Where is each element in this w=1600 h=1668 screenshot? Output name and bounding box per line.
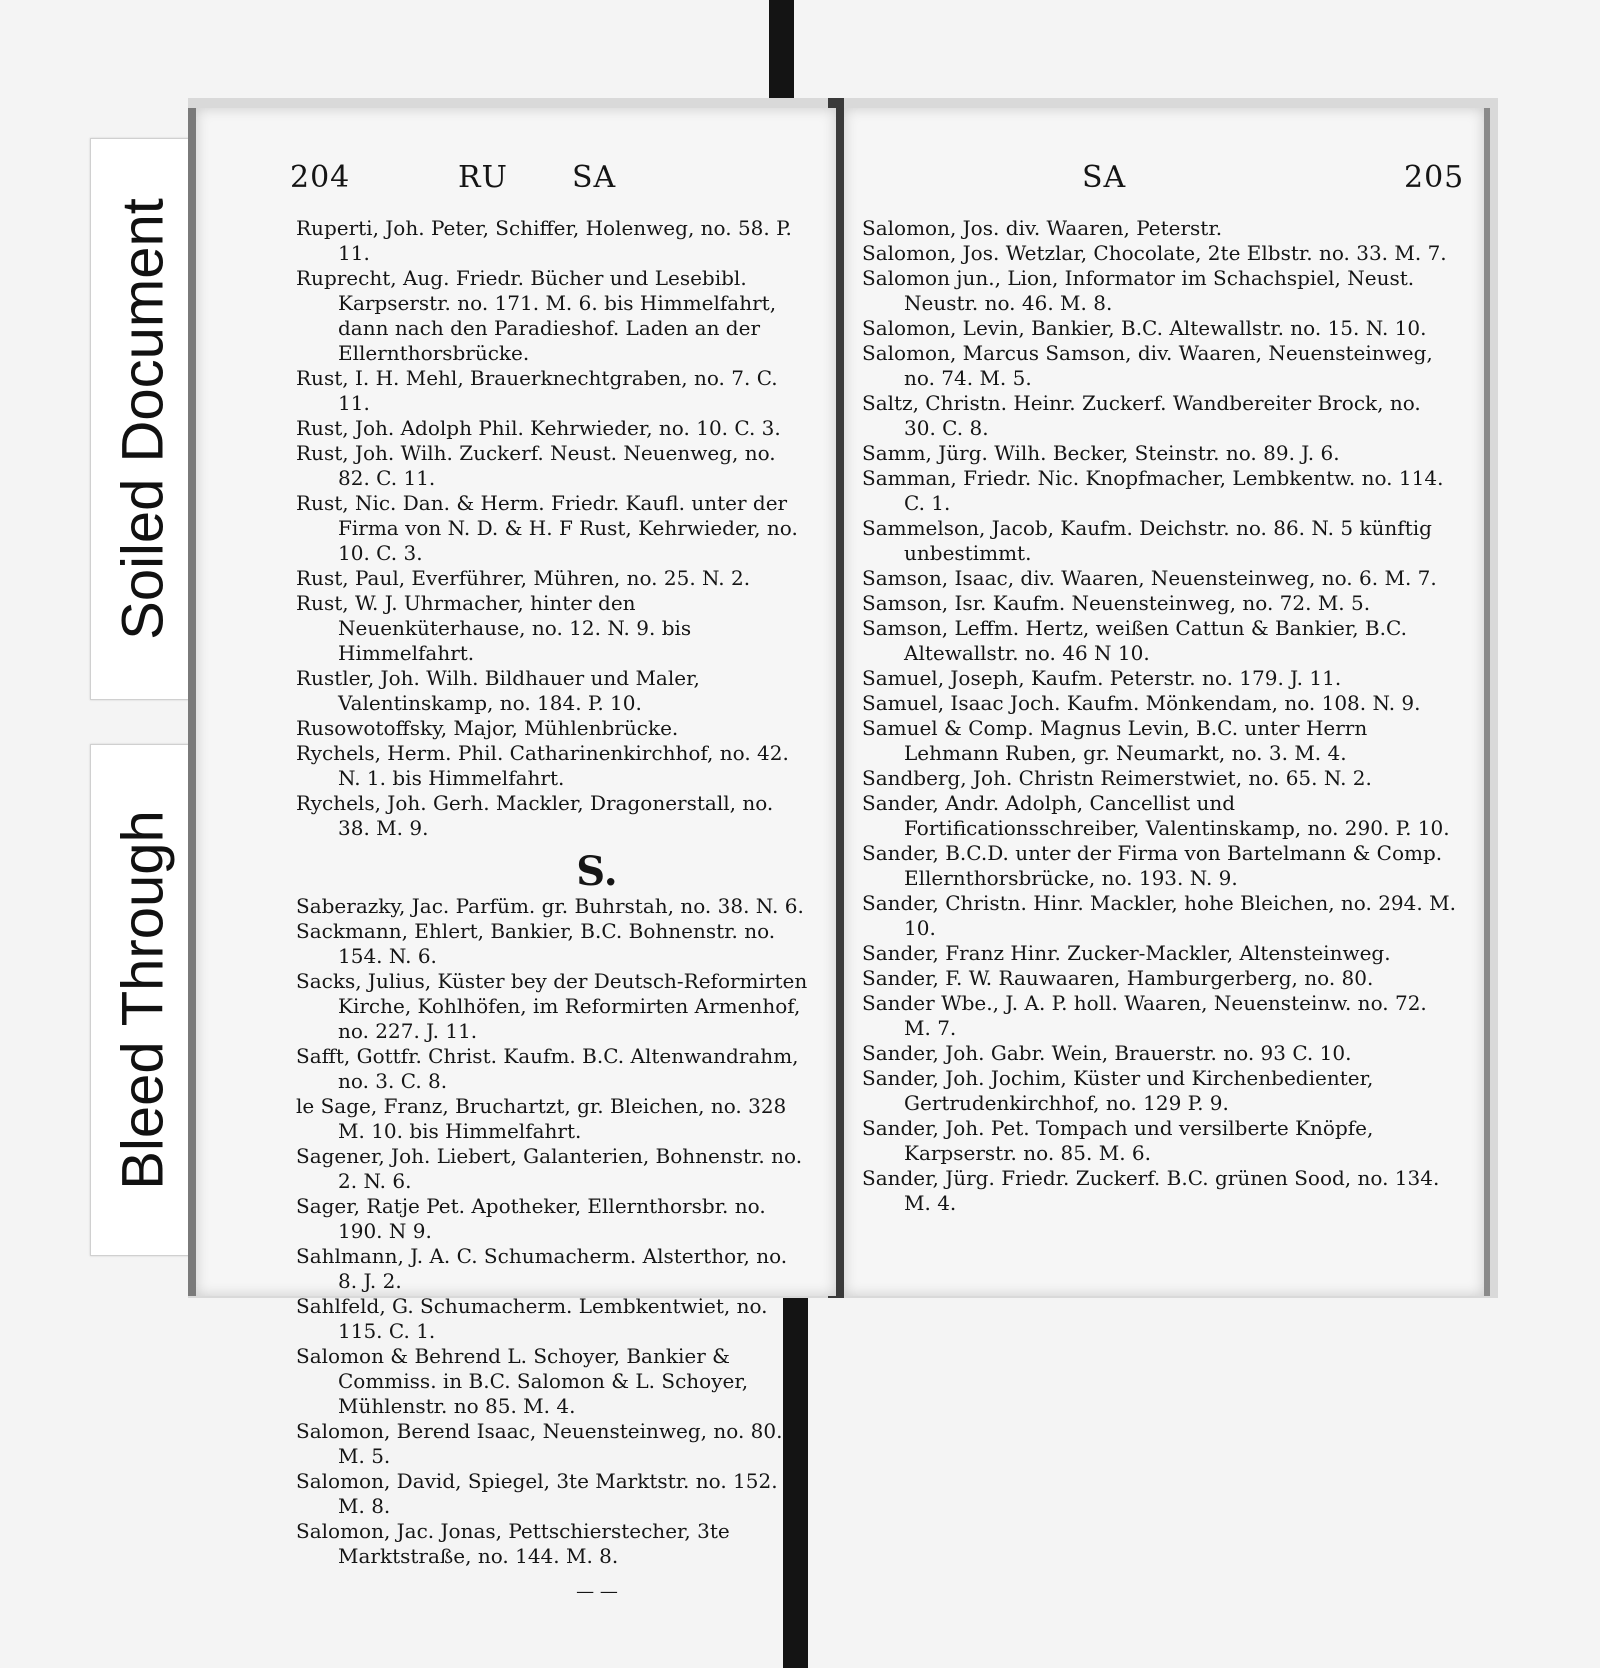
entry: Sander, Joh. Jochim, Küster und Kirchenbedienter, Gertrudenkirchhof, no. 129 P. 9. [862,1066,1380,1115]
entry: Rychels, Herm. Phil. Catharinenkirchhof, no. 42. N. 1. bis Himmelfahrt. [296,741,796,790]
entry: Samman, Friedr. Nic. Knopfmacher, Lembkentw. no. 114. C. 1. [862,466,1450,515]
entry: Sackmann, Ehlert, Bankier, B.C. Bohnenstr. no. 154. N. 6. [296,919,782,968]
entry: Sager, Ratje Pet. Apotheker, Ellernthorsbr. no. 190. N 9. [296,1194,773,1243]
entry: Sander, B.C.D. unter der Firma von Bartelmann & Comp. Ellernthorsbrücke, no. 193. N. 9. [862,841,1449,890]
left-page [188,108,836,1602]
entry: Sander, Joh. Pet. Tompach und versilberte Knöpfe, Karpserstr. no. 85. M. 6. [862,1116,1380,1165]
entry: Salomon, Jos. div. Waaren, Peterstr. [862,216,1223,240]
entry: Salomon jun., Lion, Informator im Schachspiel, Neust. Neustr. no. 46. M. 8. [862,266,1421,315]
entry: Sander, Jürg. Friedr. Zuckerf. B.C. grünen Sood, no. 134. M. 4. [862,1166,1446,1215]
entry: Sander, Joh. Gabr. Wein, Brauerstr. no. 93 C. 10. [862,1041,1352,1065]
entry: Rychels, Joh. Gerh. Mackler, Dragonerstall, no. 38. M. 9. [296,791,780,840]
entry: Samson, Isaac, div. Waaren, Neuensteinweg, no. 6. M. 7. [862,566,1437,590]
entry: Rusowotoffsky, Major, Mühlenbrücke. [296,716,679,740]
right-page-number: 205 [1404,160,1465,195]
entry: le Sage, Franz, Bruchartzt, gr. Bleichen, no. 328 M. 10. bis Himmelfahrt. [296,1094,793,1143]
entry: Sahlmann, J. A. C. Schumacherm. Alsterthor, no. 8. J. 2. [296,1244,794,1293]
end-mark: — — [576,1581,618,1602]
entry: Sandberg, Joh. Christn Reimerstwiet, no. 65. N. 2. [862,766,1372,790]
entry: Sander, Franz Hinr. Zucker-Mackler, Altensteinweg. [862,941,1391,965]
bleed-through-label-text: Bleed Through [110,810,175,1190]
entry: Salomon, Levin, Bankier, B.C. Altewallstr. no. 15. N. 10. [862,316,1427,340]
entry: Ruprecht, Aug. Friedr. Bücher und Lesebibl. Karpserstr. no. 171. M. 6. bis Himmelfahrt, dann nach den Paradieshof. Laden an der Ellernthorsbrücke. [296,266,783,365]
soiled-document-label-text: Soiled Document [110,198,175,640]
section-letter-s: S. [576,848,618,895]
entry: Sander, Andr. Adolph, Cancellist und Fortificationsschreiber, Valentinskamp, no. 290. P. 10. [862,791,1450,840]
right-entries [844,216,1484,1216]
entry: Rust, W. J. Uhrmacher, hinter den Neuenküterhause, no. 12. N. 9. bis Himmelfahrt. [296,591,698,665]
entry: Saberazky, Jac. Parfüm. gr. Buhrstah, no. 38. N. 6. [296,894,804,918]
entry: Saltz, Christn. Heinr. Zuckerf. Wandbereiter Brock, no. 30. C. 8. [862,391,1428,440]
entry: Salomon, Marcus Samson, div. Waaren, Neuensteinweg, no. 74. M. 5. [862,341,1440,390]
entry: Salomon & Behrend L. Schoyer, Bankier & Commiss. in B.C. Salomon & L. Schoyer, Mühlenstr. no 85. M. 4. [296,1344,755,1418]
spine-strip-top [769,0,794,110]
entry: Salomon, Berend Isaac, Neuensteinweg, no. 80. M. 5. [296,1419,789,1468]
entry: Ruperti, Joh. Peter, Schiffer, Holenweg, no. 58. P. 11. [296,216,799,265]
entry: Salomon, Jos. Wetzlar, Chocolate, 2te Elbstr. no. 33. M. 7. [862,241,1447,265]
entry: Rust, Joh. Adolph Phil. Kehrwieder, no. 10. C. 3. [296,416,781,440]
left-page-number: 204 [290,160,351,195]
bleed-through-label [90,744,195,1256]
entry: Sander, Christn. Hinr. Mackler, hohe Bleichen, no. 294. M. 10. [862,891,1463,940]
entry: Samuel, Isaac Joch. Kaufm. Mönkendam, no. 108. N. 9. [862,691,1421,715]
entry: Sagener, Joh. Liebert, Galanterien, Bohnenstr. no. 2. N. 6. [296,1144,809,1193]
entry: Safft, Gottfr. Christ. Kaufm. B.C. Altenwandrahm, no. 3. C. 8. [296,1044,805,1093]
entry: Samuel, Joseph, Kaufm. Peterstr. no. 179. J. 11. [862,666,1342,690]
entry: Rustler, Joh. Wilh. Bildhauer und Maler, Valentinskamp, no. 184. P. 10. [296,666,707,715]
entry: Sacks, Julius, Küster bey der Deutsch-Reformirten Kirche, Kohlhöfen, im Reformirten Armenhof, no. 227. J. 11. [296,969,814,1043]
entry: Sander, F. W. Rauwaaren, Hamburgerberg, no. 80. [862,966,1374,990]
entry: Samson, Isr. Kaufm. Neuensteinweg, no. 72. M. 5. [862,591,1371,615]
entry: Rust, Nic. Dan. & Herm. Friedr. Kaufl. unter der Firma von N. D. & H. F Rust, Kehrwieder, no. 10. C. 3. [296,491,805,565]
entry: Rust, Paul, Everführer, Mühren, no. 25. N. 2. [296,566,751,590]
entry: Samuel & Comp. Magnus Levin, B.C. unter Herrn Lehmann Ruben, gr. Neumarkt, no. 3. M. 4. [862,716,1374,765]
open-book [188,98,1498,1602]
left-head-sa: SA [572,160,617,195]
entry: Salomon, Jac. Jonas, Pettschierstecher, 3te Marktstraße, no. 144. M. 8. [296,1519,737,1568]
entry: Sander Wbe., J. A. P. holl. Waaren, Neuensteinw. no. 72. M. 7. [862,991,1434,1040]
soiled-document-label [90,138,195,700]
left-entries [196,216,836,1604]
entry: Rust, I. H. Mehl, Brauerknechtgraben, no. 7. C. 11. [296,366,784,415]
entry: Sammelson, Jacob, Kaufm. Deichstr. no. 86. N. 5 künftig unbestimmt. [862,516,1439,565]
entry: Salomon, David, Spiegel, 3te Marktstr. no. 152. M. 8. [296,1469,784,1518]
entry: Sahlfeld, G. Schumacherm. Lembkentwiet, no. 115. C. 1. [296,1294,774,1343]
left-head-ru: RU [458,160,508,195]
right-page [844,108,1490,1296]
right-head-sa: SA [1082,160,1127,195]
entry: Rust, Joh. Wilh. Zuckerf. Neust. Neuenweg, no. 82. C. 11. [296,441,783,490]
entry: Samson, Leffm. Hertz, weißen Cattun & Bankier, B.C. Altewallstr. no. 46 N 10. [862,616,1414,665]
entry: Samm, Jürg. Wilh. Becker, Steinstr. no. 89. J. 6. [862,441,1340,465]
